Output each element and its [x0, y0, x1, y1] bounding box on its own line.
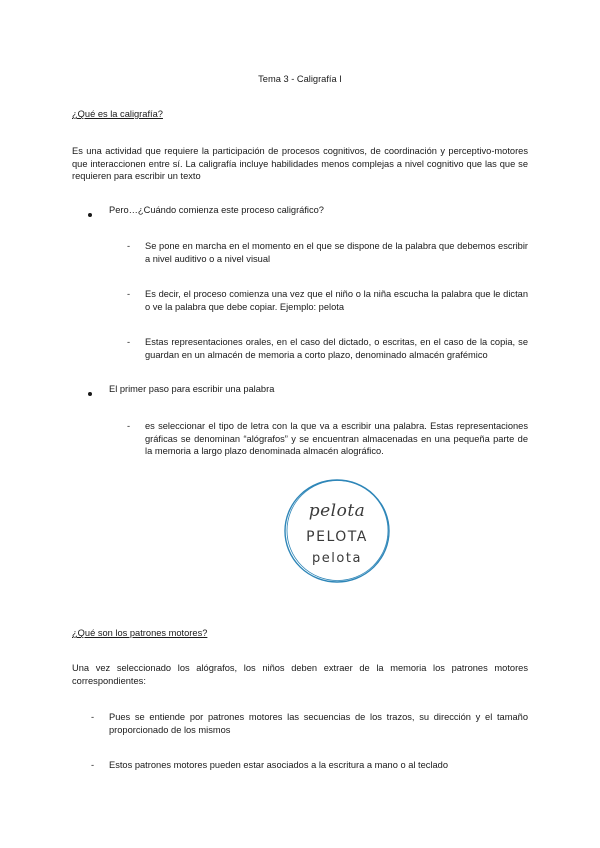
- dash-marker: -: [127, 241, 131, 251]
- bullet-item-cuando: Pero…¿Cuándo comienza este proceso caligráfico?: [109, 205, 324, 215]
- bullet-dot-icon: [88, 392, 92, 396]
- dash-item-patrones-1: Pues se entiende por patrones motores las secuencias de los trazos, su dirección y el tamaño proporcionado de los mismos: [109, 712, 528, 735]
- section-heading-patrones: ¿Qué son los patrones motores?: [72, 628, 208, 638]
- patrones-paragraph: Una vez seleccionado los alógrafos, los niños deben extraer de la memoria los patrones motores correspondientes:: [72, 663, 528, 686]
- bullet-marker: [88, 208, 92, 221]
- intro-paragraph: Es una actividad que requiere la participación de procesos cognitivos, de coordinación y perceptivo-motores que interaccionen entre sí. La caligrafía incluye habilidades menos complejas a nivel cognitivo que las que se requieren para escribir un texto: [72, 146, 528, 181]
- dash-marker: -: [91, 712, 95, 722]
- dash-item-patrones-2: Estos patrones motores pueden estar asociados a la escritura a mano o al teclado: [109, 760, 449, 770]
- dash-item-1: Se pone en marcha en el momento en el que se dispone de la palabra que debemos escribir a nivel auditivo o a nivel visual: [145, 241, 528, 264]
- pelota-uppercase-text: PELOTA: [306, 529, 368, 545]
- dash-item-2: Es decir, el proceso comienza una vez que el niño o la niña escucha la palabra que le dictan o ve la palabra que debe copiar. Ejemplo: pelota: [145, 289, 528, 312]
- dash-item-alografos: es seleccionar el tipo de letra con la que va a escribir una palabra. Estas representaciones gráficas se denominan “alógrafos” y se encuentran almacenadas en una pequeña parte de la memoria a largo plazo denominada almacén alográfico.: [145, 421, 528, 456]
- bullet-marker: [88, 387, 92, 400]
- pelota-lowercase-text: pelota: [312, 551, 362, 566]
- pelota-cursive-text: pelota: [308, 501, 366, 521]
- bullet-dot-icon: [88, 213, 92, 217]
- bullet-item-primer-paso: El primer paso para escribir una palabra: [109, 384, 275, 394]
- pelota-illustration: [282, 476, 392, 586]
- section-heading-caligrafia: ¿Qué es la caligrafía?: [72, 109, 163, 119]
- dash-marker: -: [91, 760, 95, 770]
- page-title: Tema 3 - Caligrafía I: [258, 74, 342, 84]
- dash-marker: -: [127, 421, 131, 431]
- dash-marker: -: [127, 289, 131, 299]
- dash-marker: -: [127, 337, 131, 347]
- dash-item-3: Estas representaciones orales, en el caso del dictado, o escritas, en el caso de la copia, se guardan en un almacén de memoria a corto plazo, denominado almacén grafémico: [145, 337, 528, 360]
